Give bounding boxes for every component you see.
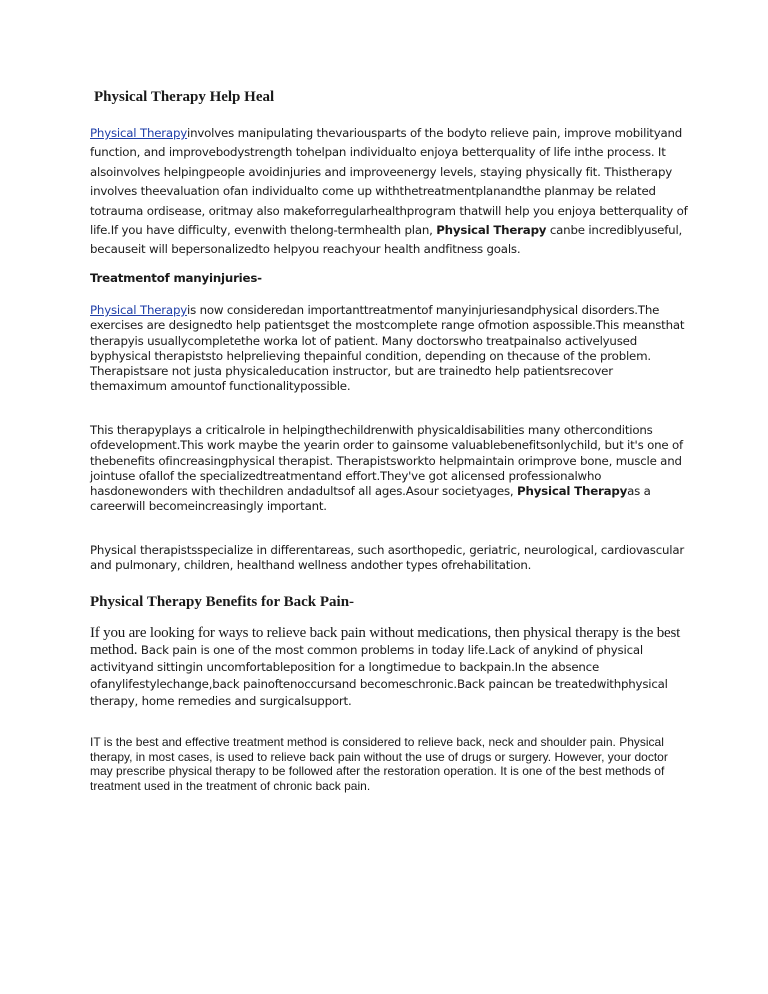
- children-paragraph: [90, 423, 690, 515]
- intro-bold-term: Physical Therapy: [436, 223, 547, 238]
- children-text-a: This therapyplays a criticalrole in helpingthechildrenwith physicaldisabilities many otherconditions ofdevelopment.This work maybe the yearin order to gainsome valuablebenefitsonlychild, but it's one of thebenefits ofincreasingphysical therapist. Therapistsworkto helpmaintain orimprove bone, muscle and jointuse ofallof the specializedtreatmentand effort.They've got alicensed professionalwho hasdonewonders with thechildren andadultsof all ages.Asour societyages,: [90, 423, 683, 499]
- treatment-paragraph: IT is the best and effective treatment method is considered to relieve back, neck and shoulder pain. Physical therapy, in most cases, is used to relieve back pain without the use of drugs or surgery. However, your doctor may prescribe physical therapy to be followed after the restoration operation. It is one of the best methods of treatment used in the treatment of chronic back pain.: [90, 735, 668, 793]
- children-bold-term: Physical Therapy: [517, 484, 628, 499]
- specialize-paragraph: Physical therapistsspecialize in differentareas, such asorthopedic, geriatric, neurological, cardiovascular and pulmonary, children, healthand wellness andother types ofrehabilitation.: [90, 543, 685, 573]
- back-pain-lead: If you are looking for ways to relieve back pain without medications, then physical therapy is the best method.: [90, 625, 681, 658]
- injuries-paragraph: [90, 303, 690, 395]
- intro-paragraph: [90, 124, 690, 260]
- intro-text-a: involves manipulating thevariousparts of the bodyto relieve pain, improve mobilityand function, and improvebodystrength tohelpan individualto enjoya betterquality of life inthe process. It alsoinvolves helpingpeople avoidinjuries and improveenergy levels, staying physically fit. Thistherapy involves theevaluation ofan individualto come up withthetreatmentplanandthe planmay be related totrauma ordisease, oritmay also makeforregularhealthprogram thatwill help you enjoya betterquality of life.If you have difficulty, evenwith thelong-termhealth plan,: [90, 126, 688, 238]
- intro-text-b: canbe incrediblyuseful, becauseit will bepersonalizedto helpyou reachyour health andfitness goals.: [90, 223, 683, 257]
- injuries-text: is now consideredan importanttreatmentof manyinjuriesandphysical disorders.The exercises are designedto help patientsget the mostcomplete range ofmotion aspossible.This meansthat therapyis usuallycompletethe worka lot of patient. Many doctorswho treatpainalso activelyused byphysical therapiststo helprelieving thepainful condition, depending on thecause of the problem. Therapistsare not justa physicaleducation instructor, but are trainedto help patientsrecover themaximum amountof functionalitypossible.: [90, 303, 685, 394]
- section-heading-back-pain: Physical Therapy Benefits for Back Pain-: [90, 594, 355, 610]
- physical-therapy-link-2[interactable]: Physical Therapy: [90, 303, 188, 317]
- children-text-b: as a careerwill becomeincreasingly important.: [90, 484, 651, 514]
- physical-therapy-link[interactable]: Physical Therapy: [90, 126, 188, 140]
- back-pain-text: Back pain is one of the most common problems in today life.Lack of anykind of physical activityand sittingin uncomfortableposition for a longtimedue to backpain.In the absence ofanylifestylechange,back painoftenoccursand becomeschronic.Back paincan be treatedwithphysical therapy, home remedies and surgicalsupport.: [90, 643, 668, 708]
- page-title: Physical Therapy Help Heal: [94, 89, 275, 105]
- back-pain-paragraph: [90, 625, 690, 710]
- section-heading-injuries: Treatmentof manyinjuries-: [90, 271, 262, 285]
